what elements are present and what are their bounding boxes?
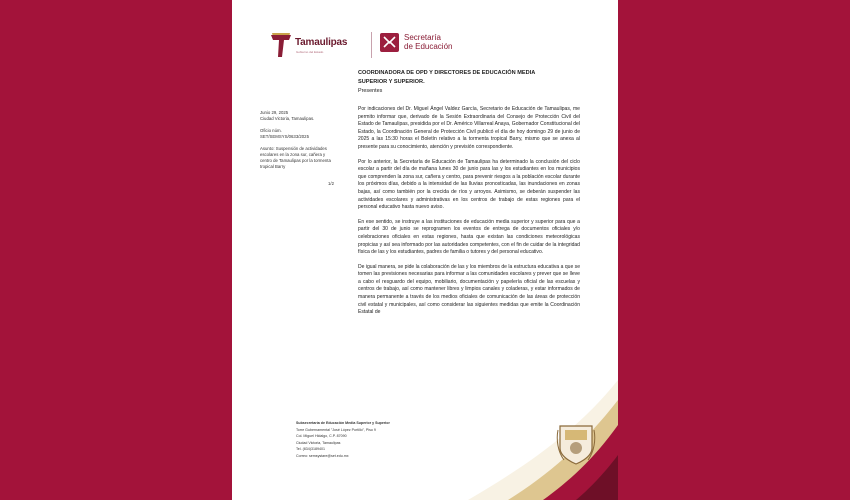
footer-title: Subsecretaría de Educación Media Superior y Superior — [296, 421, 390, 425]
tamaulipas-t-icon — [270, 32, 292, 58]
secretaria-line2: de Educación — [404, 42, 453, 51]
page-number: 1/2 — [328, 181, 334, 186]
paragraph-1: Por indicaciones del Dr. Miguel Ángel Valdez García, Secretario de Educación de Tamaulipas, me permito informar que, derivado de la Sesión Extraordinaria del Consejo de Protección Civil del Estado de Tamaulipas, presidida por el Dr. Américo Villarreal Anaya, Gobernador Constitucional del Estado, la Coordinación General de Protección Civil publicó el día de hoy domingo 29 de junio de 2025 a las 15:30 horas el Boletín relativo a la tormenta tropical Barry, mismo que se anexa al presente para su conocimiento, atención y previsión correspondiente. — [358, 106, 580, 150]
letter-body — [358, 106, 580, 324]
footer-address-1: Torre Gubernamental "José López Portillo", Piso 9 — [296, 427, 376, 432]
asunto: Asunto: Suspensión de actividades escolares en la zona sur, cañera y centro de Tamaulipas por la tormenta tropical Barry — [260, 146, 331, 169]
letter-meta — [260, 110, 338, 174]
letter-footer — [296, 420, 456, 459]
paragraph-4: De igual manera, se pide la colaboración de las y los miembros de la estructura educativa a que se tomen las previsiones necesarias para informar a las comunidades escolares y prever que se lleve a cabo el resguardo del equipo, mobiliario, documentación y papelería oficial de las escuelas y centros de trabajo, así como mantener libres y limpios canales y coladeras, y estar informados de manera permanente a través de los medios oficiales de comunicación de las áreas de protección civil estatal y municipales, así como considerar las siguientes medidas que emite la Coordinación Estatal de — [358, 263, 580, 316]
secretaria-emblem-icon — [380, 33, 399, 52]
paragraph-3: En ese sentido, se instruye a las instituciones de educación media superior y superior para que a partir del 30 de junio se reprogramen los eventos de entrega de documentos oficiales y/o celebraciones oficiales en estas regiones, hasta que existan las condiciones meteorológicas propicias y así sea informado por las autoridades competentes, con el fin de cuidar de la integridad física de las y los estudiantes, padres de familia o tutores y del personal educativo. — [358, 218, 580, 256]
brand-tagline: Gobierno del Estado — [296, 50, 324, 54]
letter-page — [232, 0, 618, 500]
footer-address-2: Col. Miguel Hidalgo, C.P. 87090 — [296, 434, 347, 438]
brand-name: Tamaulipas — [295, 37, 348, 48]
letter-date: Junio 29, 2025 — [260, 110, 289, 115]
oficio-label: Oficio núm. — [260, 128, 282, 133]
letter-city: Ciudad Victoria, Tamaulipas. — [260, 116, 315, 121]
secretaria-line1: Secretaría — [404, 33, 441, 42]
state-seal-icon — [556, 422, 596, 466]
logo-divider — [371, 32, 372, 58]
paragraph-2: Por lo anterior, la Secretaría de Educación de Tamaulipas ha determinado la conclusión del ciclo escolar a partir del día de mañana lunes 30 de junio para las y los estudiantes en los municipios que comprenden la zona sur, cañera y centro, para prevenir riesgos a la población escolar durante los próximos días, debido a la intensidad de las lluvias pronosticadas, las inundaciones en zonas bajas, así como también por la crecida de ríos y arroyos. Asimismo, se deberán suspender las actividades escolares y administrativas en los centros de trabajo de estas regiones para el personal educativo hasta nuevo aviso. — [358, 158, 580, 211]
footer-email: Correo: semsystare@set.edu.mx — [296, 453, 349, 458]
oficio-number: SET/SEMSYS/0633/2025 — [260, 134, 309, 139]
greeting: Presentes — [358, 88, 383, 94]
addressee: COORDINADORA DE OPD Y DIRECTORES DE EDUCACIÓN MEDIA SUPERIOR Y SUPERIOR. — [358, 70, 536, 85]
footer-address-3: Ciudad Victoria, Tamaulipas — [296, 440, 341, 445]
footer-phone: Tel. (834)3189401 — [296, 447, 325, 451]
